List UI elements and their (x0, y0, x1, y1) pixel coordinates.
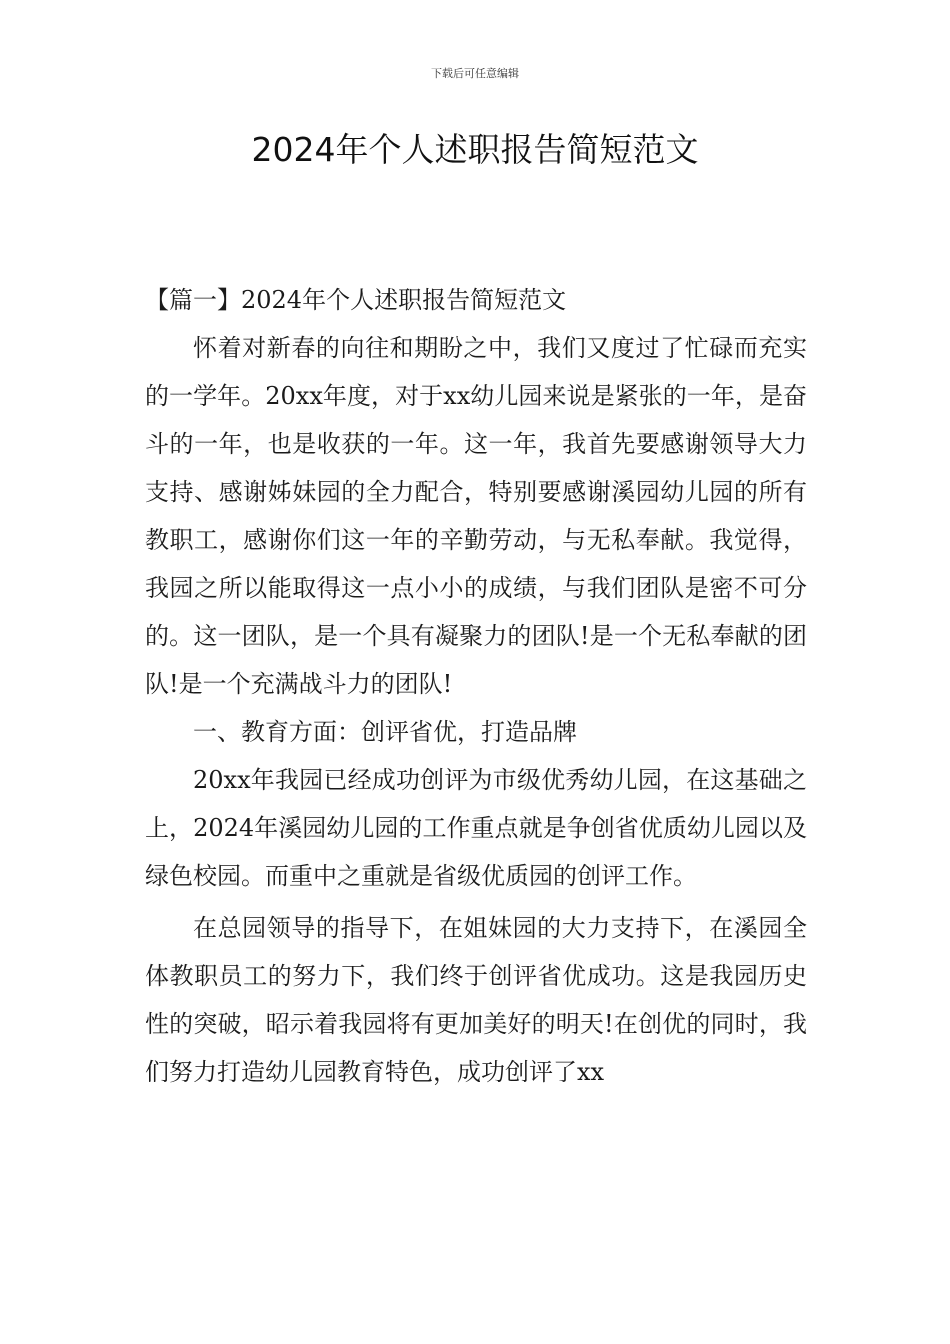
section-heading: 【篇一】2024年个人述职报告简短范文 (145, 286, 567, 314)
header-note: 下载后可任意编辑 (431, 67, 519, 80)
paragraph-education: 20xx年我园已经成功创评为市级优秀幼儿园，在这基础之上，2024年溪园幼儿园的工作重点就是争创省优质幼儿园以及绿色校园。而重中之重就是省级优质园的创评工作。 (145, 766, 807, 890)
subheading-education: 一、教育方面：创评省优，打造品牌 (193, 718, 577, 746)
document-title: 2024年个人述职报告简短范文 (251, 130, 699, 169)
paragraph-intro: 怀着对新春的向往和期盼之中，我们又度过了忙碌而充实的一学年。20xx年度，对于xx幼儿园来说是紧张的一年，是奋斗的一年，也是收获的一年。这一年，我首先要感谢领导大力支持、感谢姊妹园的全力配合，特别要感谢溪园幼儿园的所有教职工，感谢你们这一年的辛勤劳动，与无私奉献。我觉得，我园之所以能取得这一点小小的成绩，与我们团队是密不可分的。这一团队，是一个具有凝聚力的团队!是一个无私奉献的团队!是一个充满战斗力的团队! (145, 334, 807, 698)
document-body (145, 276, 807, 1096)
paragraph-achievement: 在总园领导的指导下，在姐妹园的大力支持下，在溪园全体教职员工的努力下，我们终于创评省优成功。这是我园历史性的突破，昭示着我园将有更加美好的明天!在创优的同时，我们努力打造幼儿园教育特色，成功创评了xx (145, 914, 807, 1086)
